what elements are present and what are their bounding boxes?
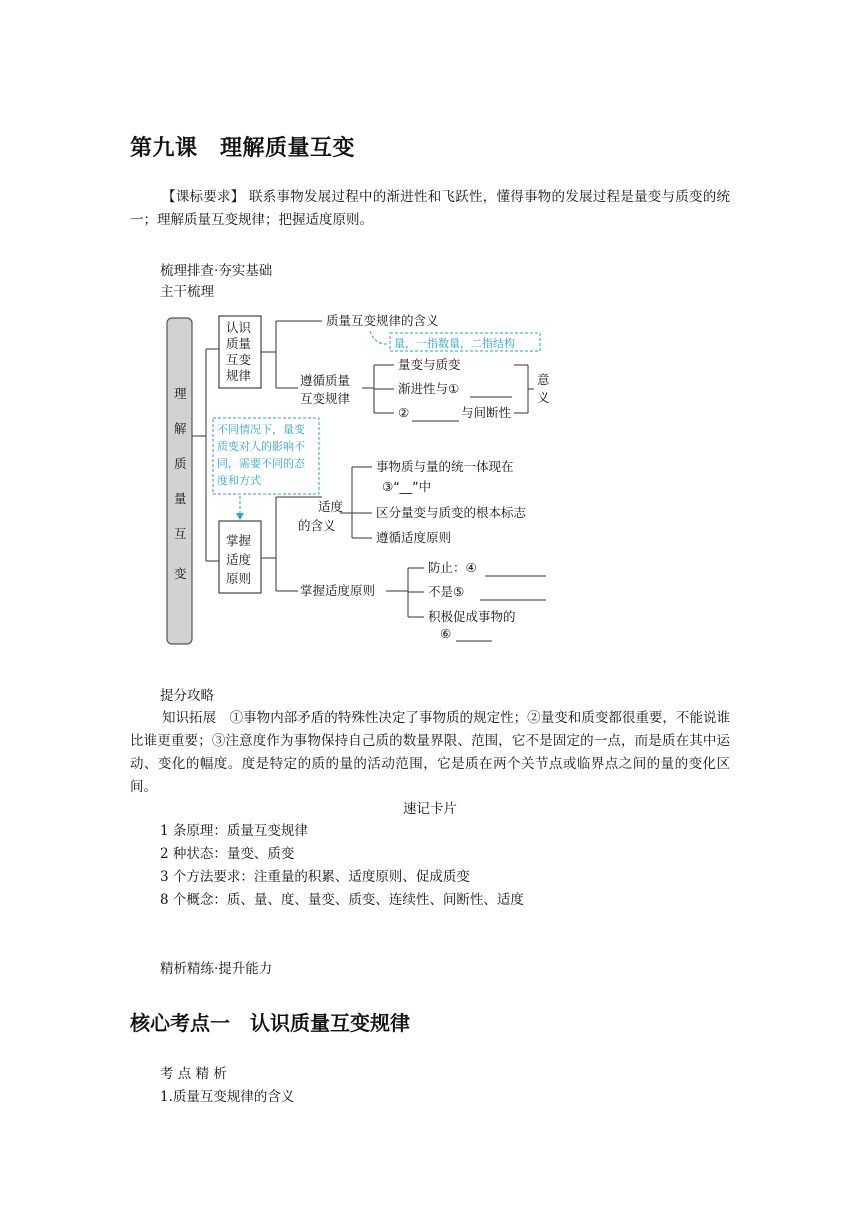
branch2-line3: 原则: [226, 571, 252, 586]
card-title: 速记卡片: [403, 801, 457, 817]
mid-note-3: 同，需要不同的态: [217, 457, 305, 470]
b2-sub4: 防止：④: [428, 560, 477, 575]
section-heading-review: 梳理排查·夯实基础: [160, 263, 273, 279]
root-char-3: 质: [174, 456, 187, 471]
mid-note-1: 不同情况下，量变: [217, 423, 305, 436]
branch1-line3: 互变: [226, 352, 252, 367]
b2-sub1b: ③“__”中: [382, 479, 432, 494]
b1-sub1: 量变与质变: [398, 357, 461, 372]
b2-sub2: 区分量变与质变的根本标志: [376, 505, 527, 520]
lesson-title: 第九课 理解质量互变: [130, 136, 356, 161]
handwritten-note-1: 量，一指数量，二指结构: [394, 337, 515, 350]
branch1-line2: 质量: [226, 336, 252, 351]
branch2-line1: 掌握: [226, 533, 252, 548]
analysis-label: 考 点 精 析: [160, 1066, 227, 1082]
point-1-heading: 1.质量互变规律的含义: [160, 1089, 295, 1105]
extension-text: ①事物内部矛盾的特殊性决定了事物质的规定性；②量变和质变都很重要，不能说谁比谁更重要；③注意度作为事物保持自己质的数量界限、范围，它不是固定的一点，而是质在其中运动、变化的幅度。度是特定的质的量的活动范围，它是质在两个关节点或临界点之间的量的变化区间。: [130, 710, 731, 795]
root-char-4: 量: [174, 491, 187, 506]
branch1-line4: 规律: [226, 368, 252, 383]
knowledge-extension: [130, 707, 730, 799]
card-line-3: 3 个方法要求：注重量的积累、适度原则、促成质变: [160, 869, 470, 885]
root-char-1: 理: [174, 386, 187, 401]
b2-item2: 掌握适度原则: [300, 583, 376, 598]
branch1-line1: 认识: [226, 320, 252, 335]
requirement-label: 【课标要求】: [162, 189, 245, 205]
mid-note-2: 质变对人的影响不: [217, 440, 305, 453]
card-line-4: 8 个概念：质、量、度、量变、质变、连续性、间断性、适度: [160, 892, 524, 908]
section-heading-practice: 精析精练·提升能力: [160, 961, 273, 977]
core-point-title: 核心考点一 认识质量互变规律: [130, 1011, 410, 1035]
card-line-1: 1 条原理：质量互变规律: [160, 823, 308, 839]
section-subheading-outline: 主干梳理: [160, 284, 214, 300]
mid-note-4: 度和方式: [217, 474, 261, 487]
b2-sub1a: 事物质与量的统一体现在: [376, 459, 514, 474]
b1-sub3b: 与间断性: [461, 405, 512, 420]
b1-item1: 质量互变规律的含义: [326, 313, 439, 328]
b1-item2-line2: 互变规律: [300, 391, 351, 406]
requirement-text: 联系事物发展过程中的渐进性和飞跃性，懂得事物的发展过程是量变与质变的统一；理解质量互变规律；把握适度原则。: [130, 189, 731, 228]
b1-sub2: 渐进性与①: [398, 381, 460, 396]
tips-heading: 提分攻略: [160, 688, 214, 704]
root-char-6: 变: [174, 566, 187, 581]
b2-item1-line2: 的含义: [298, 518, 336, 533]
b1-sub3a: ②: [398, 405, 410, 420]
b2-sub6b: ⑥: [440, 626, 452, 641]
b2-item1-line1: 适度: [318, 499, 344, 514]
b2-sub6a: 积极促成事物的: [428, 609, 516, 624]
root-char-2: 解: [174, 421, 187, 436]
card-line-2: 2 种状态：量变、质变: [160, 846, 295, 862]
b2-sub3: 遵循适度原则: [376, 530, 452, 545]
b2-sub5: 不是⑤: [428, 584, 465, 599]
extension-label: 知识拓展: [162, 710, 217, 726]
root-char-5: 互: [174, 526, 187, 541]
b1-right-1: 意: [537, 372, 550, 387]
b1-item2-line1: 遵循质量: [300, 373, 351, 388]
branch2-line2: 适度: [226, 552, 252, 567]
root-bar: [167, 318, 192, 644]
b1-right-2: 义: [537, 390, 550, 405]
